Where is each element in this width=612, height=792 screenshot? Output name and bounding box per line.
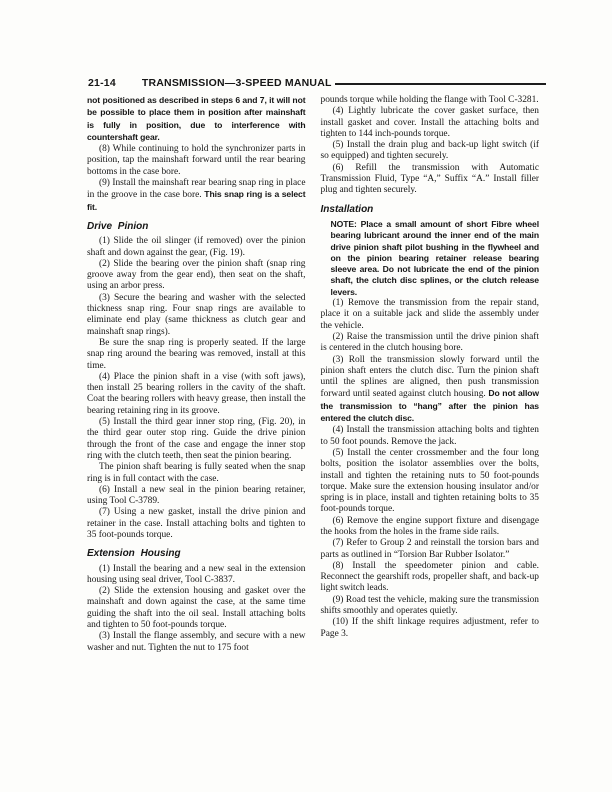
section-heading: Drive Pinion <box>87 220 149 232</box>
text-run: Be sure the snap ring is properly seated. If the large snap ring around the bearing was removed, install at this time. <box>87 337 306 371</box>
paragraph <box>321 617 540 640</box>
paragraph <box>321 595 540 618</box>
text-run: (6) Refill the transmission with Automatic Transmission Fluid, Type “A,” Suffix “A.” Install filler plug and tighten securely. <box>320 162 539 196</box>
text-run: The pinion shaft bearing is fully seated when the snap ring is in full contact with the case. <box>87 462 306 484</box>
paragraph <box>87 586 306 631</box>
paragraph <box>87 631 306 654</box>
paragraph <box>321 448 540 516</box>
text-run: (6) Remove the engine support fixture and disengage the hooks from the holes in the frame side rails. <box>320 515 539 537</box>
text-run: (5) Install the drain plug and back-up light switch (if so equipped) and tighten securely. <box>320 140 539 162</box>
paragraph <box>321 140 540 163</box>
paragraph <box>321 106 540 140</box>
text-run: (3) Install the flange assembly, and secure with a new washer and nut. Tighten the nut to 175 foot <box>87 631 306 653</box>
paragraph <box>87 417 306 462</box>
paragraph <box>87 485 306 508</box>
paragraph <box>87 293 306 338</box>
text-run: NOTE: Place a small amount of short Fibre wheel bearing lubricant around the inner end of the main drive pinion shaft pilot bushing in the flywheel and on the pinion bearing retainer release bearing sleeve area. Do not lubricate the end of the pinion shaft, the clutch disc splines, or the clutch release levers. <box>330 218 539 297</box>
paragraph <box>321 425 540 448</box>
text-run: (9) Road test the vehicle, making sure the transmission shifts smoothly and operates quietly. <box>320 594 539 617</box>
paragraph <box>87 462 306 485</box>
text-run: Do not allow the transmission to “hang” after the pinion has entered the clutch disc. <box>320 388 539 424</box>
paragraph <box>321 95 540 106</box>
text-run: (3) Roll the transmission slowly forward until the pinion shaft enters the clutch disc. Turn the pinion shaft until the splines are aligned, then push transmission forward until seated against clutch housing. <box>320 354 539 400</box>
paragraph <box>87 564 306 587</box>
paragraph <box>87 338 306 372</box>
paragraph <box>321 561 540 595</box>
text-run: (1) Install the bearing and a new seal in the extension housing using seal driver, Tool C-3837. <box>87 563 306 585</box>
text-run: (2) Slide the bearing over the pinion shaft (snap ring groove away from the gear end), then seat on the shaft, using an arbor press. <box>87 258 306 292</box>
paragraph <box>87 372 306 417</box>
right-column <box>321 95 540 654</box>
paragraph <box>321 538 540 561</box>
text-run: (2) Raise the transmission until the drive pinion shaft is centered in the clutch housing bore. <box>320 331 539 354</box>
page-number: 21-14 <box>88 77 116 89</box>
paragraph <box>321 163 540 197</box>
text-run: (4) Install the transmission attaching bolts and tighten to 50 foot pounds. Remove the jack. <box>320 425 539 447</box>
section-heading: Installation <box>320 203 374 215</box>
text-run: not positioned as described in steps 6 and 7, it will not be possible to place them in position after mainshaft is fully in position, due to interference with countershaft gear. <box>87 95 306 142</box>
text-run: (7) Using a new gasket, install the drive pinion and retainer in the case. Install attaching bolts and tighten to 35 foot-pounds torque. <box>87 507 306 540</box>
paragraph <box>321 516 540 539</box>
header-rule <box>335 83 546 85</box>
text-run: pounds torque while holding the flange with Tool C-3281. <box>320 95 539 105</box>
text-run: (6) Install a new seal in the pinion bearing retainer, using Tool C-3789. <box>87 484 306 507</box>
text-run: (9) Install the mainshaft rear bearing snap ring in place in the groove in the case bore. <box>87 178 306 201</box>
text-run: (1) Slide the oil slinger (if removed) over the pinion shaft and down against the gear, (Fig. 19). <box>87 236 306 258</box>
text-run: (8) Install the speedometer pinion and cable. Reconnect the gearshift rods, propeller shaft, and back-up light switch leads. <box>320 560 539 594</box>
page-title: TRANSMISSION—3-SPEED MANUAL <box>141 77 332 89</box>
paragraph <box>87 178 306 214</box>
paragraph <box>321 332 540 355</box>
note-paragraph <box>321 219 540 298</box>
content-columns <box>87 95 539 654</box>
paragraph <box>321 298 540 332</box>
paragraph <box>87 259 306 293</box>
text-run: (7) Refer to Group 2 and reinstall the torsion bars and parts as outlined in “Torsion Bar Rubber Isolator.” <box>320 538 539 560</box>
paragraph <box>87 236 306 259</box>
left-column <box>87 95 306 654</box>
text-run: (4) Lightly lubricate the cover gasket surface, then install gasket and cover. Install the attaching bolts and tighten to 144 inch-pounds torque. <box>320 106 539 139</box>
paragraph <box>87 507 306 541</box>
text-run: (8) While continuing to hold the synchronizer parts in position, tap the mainshaft forward until the rear bearing bottoms in the case bore. <box>87 144 306 177</box>
text-run: (3) Secure the bearing and washer with the selected thickness snap ring. Four snap rings are available to eliminate end play (same thickness as clutch gear and mainshaft snap rings). <box>87 292 306 337</box>
text-run: This snap ring is a select fit. <box>87 189 306 212</box>
text-run: (2) Slide the extension housing and gasket over the mainshaft and down against the case, at the same time guiding the shaft into the oil seal. Install attaching bolts and tighten to 50 foot-pounds torque. <box>87 586 306 631</box>
section-heading: Extension Housing <box>87 548 181 560</box>
paragraph <box>87 144 306 178</box>
text-run: (5) Install the center crossmember and the four long bolts, position the isolator assemblies over the bolts, install and tighten the retaining nuts to 50 foot-pounds torque. Make sure the extension housing insulator and/or spring is in place, install and tighten retaining bolts to 35 foot-pounds torque. <box>320 447 539 515</box>
text-run: (1) Remove the transmission from the repair stand, place it on a suitable jack and slide the assembly under the vehicle. <box>320 298 539 331</box>
text-run: (5) Install the third gear inner stop ring, (Fig. 20), in the third gear outer stop ring. Guide the drive pinion through the front of the case and engage the inner stop ring with the clutch teeth, then seat the pinion bearing. <box>87 417 306 461</box>
text-run: (10) If the shift linkage requires adjustment, refer to Page 3. <box>320 617 539 639</box>
text-run: (4) Place the pinion shaft in a vise (with soft jaws), then install 25 bearing rollers in the cavity of the shaft. Coat the bearing rollers with heavy grease, then install the bearing retaining ring in its groove. <box>87 371 306 416</box>
paragraph <box>321 355 540 426</box>
paragraph <box>87 95 306 144</box>
page-header <box>88 77 546 89</box>
